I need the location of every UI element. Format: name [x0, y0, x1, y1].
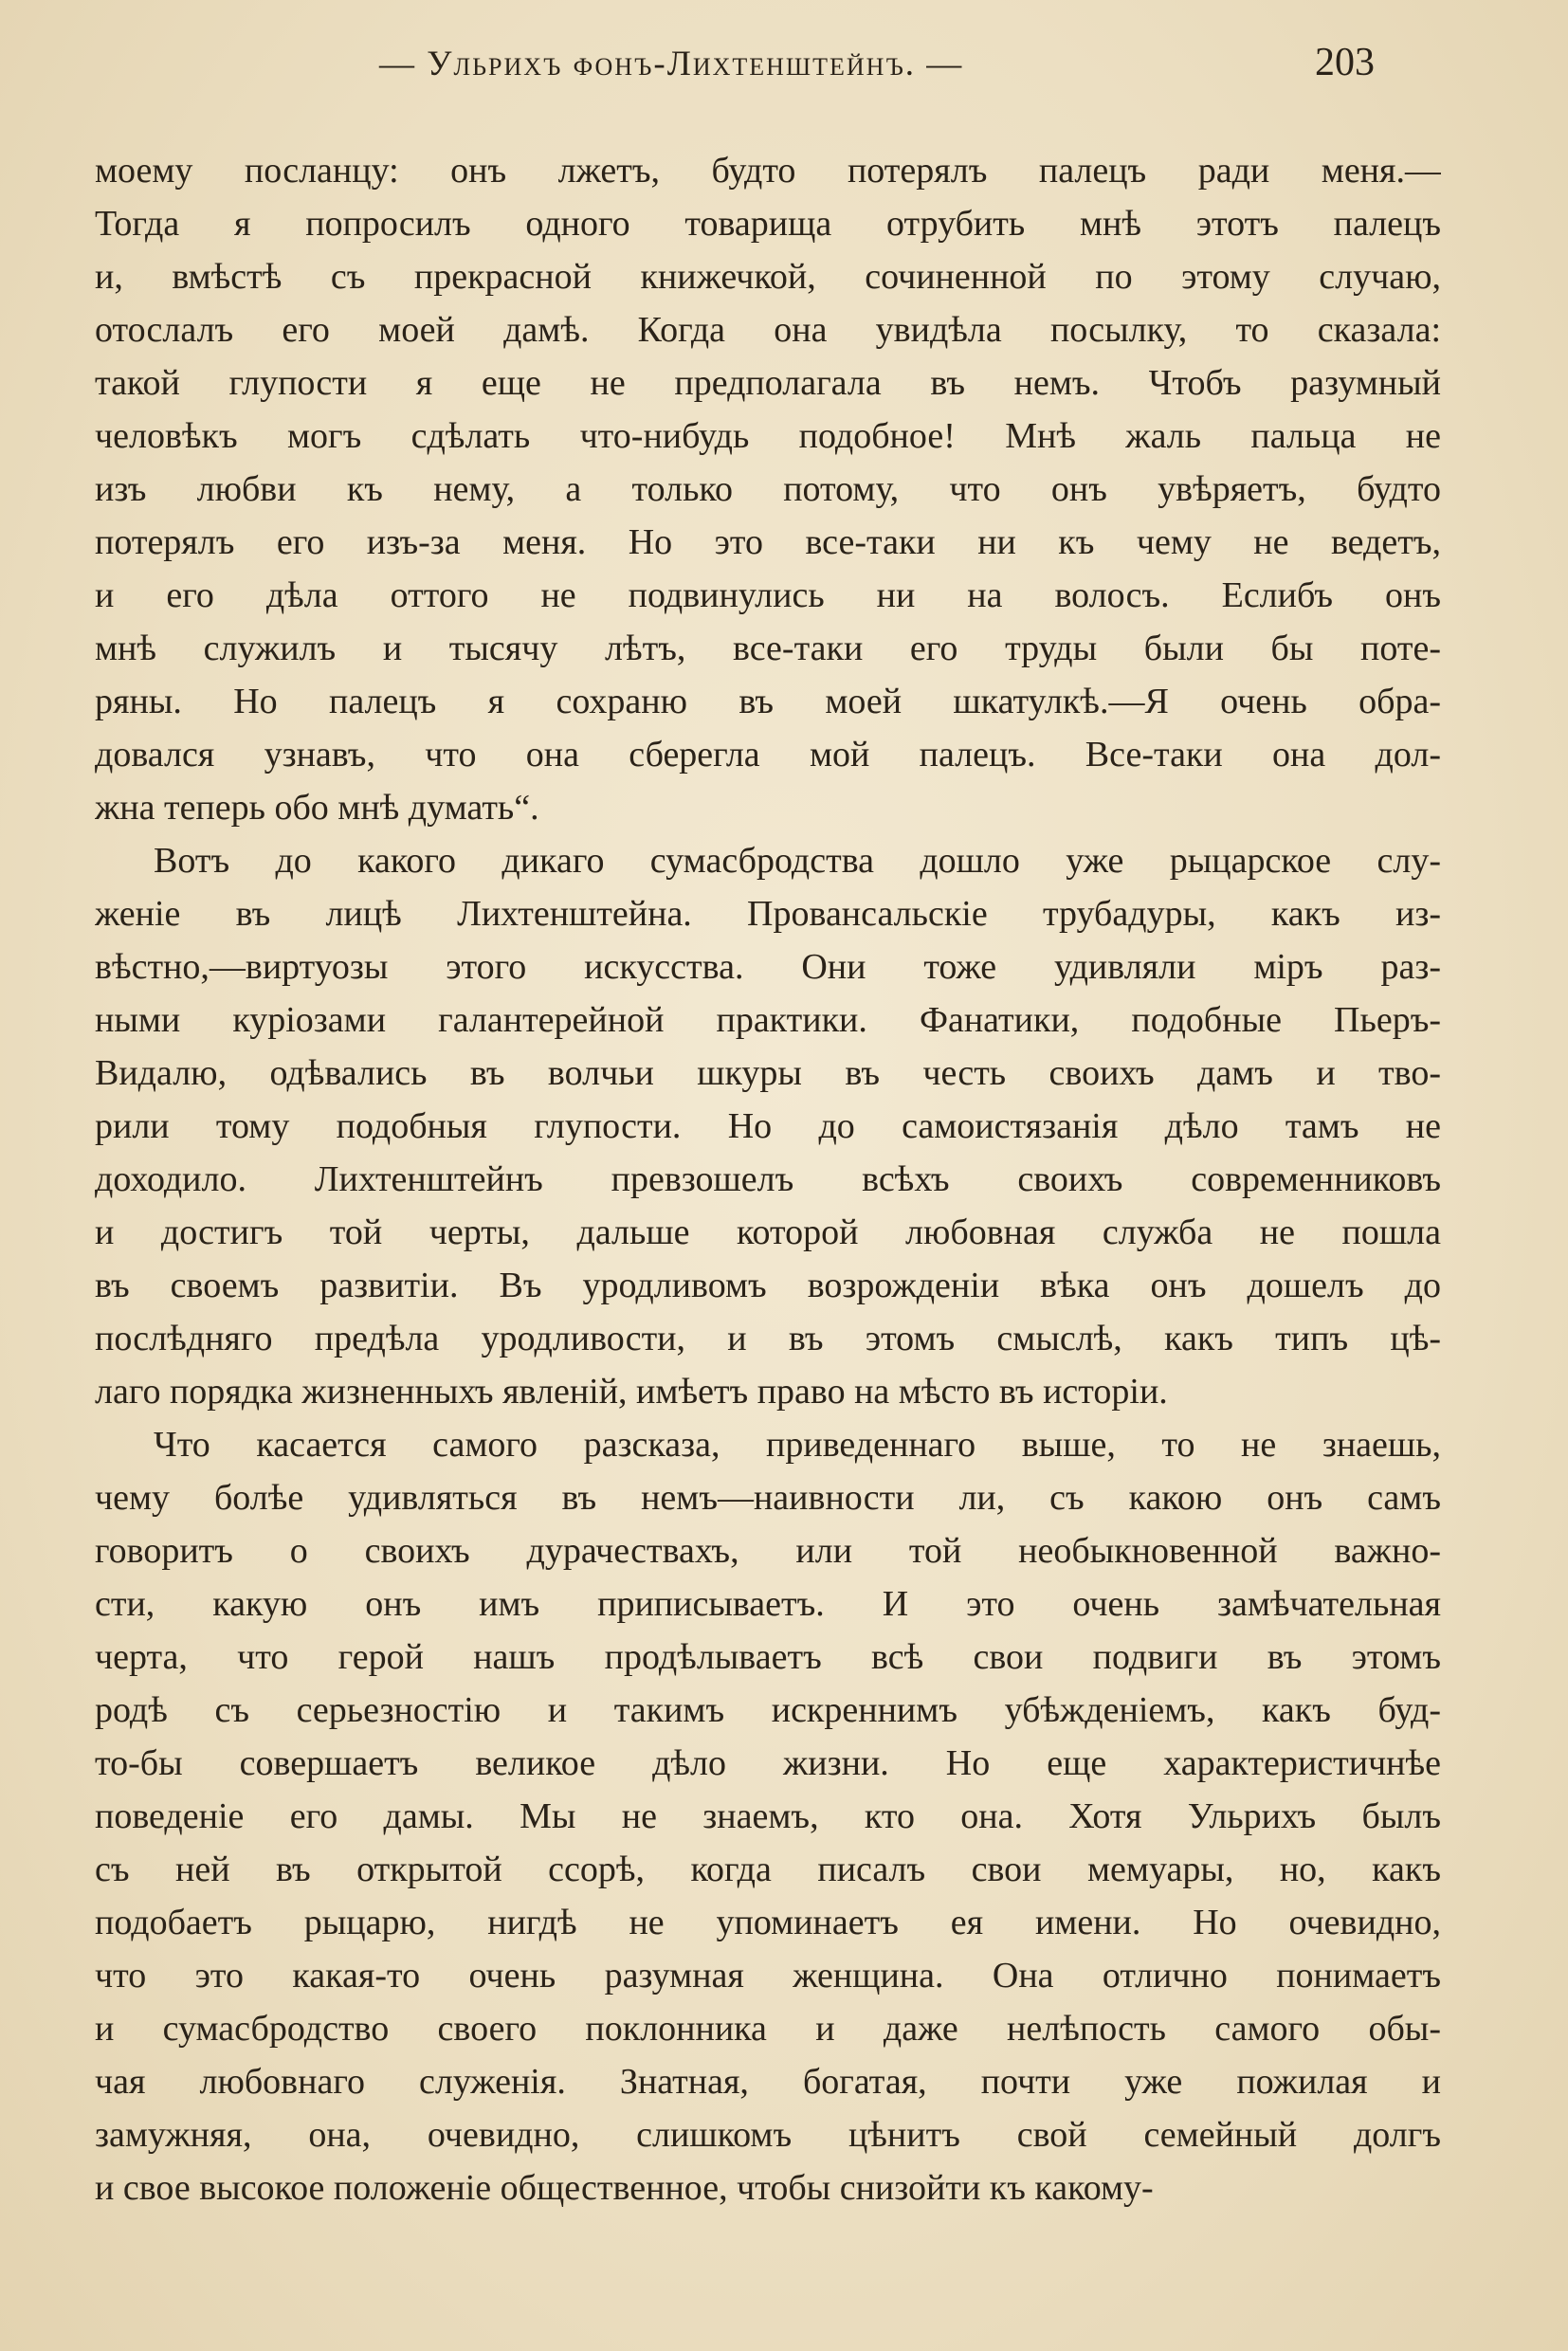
text-line: что это какая-то очень разумная женщина. Она отлично понимаетъ	[95, 1956, 1441, 1996]
text-line: говоритъ о своихъ дурачествахъ, или той необыкновенной важно-	[95, 1531, 1441, 1571]
text-line: такой глупости я еще не предполагала въ немъ. Чтобъ разумный	[95, 363, 1441, 403]
text-line: и его дѣла оттого не подвинулись ни на волосъ. Еслибъ онъ	[95, 575, 1441, 615]
text-line: и сумасбродство своего поклонника и даже нелѣпость самого обы-	[95, 2009, 1441, 2049]
text-line: довался узнавъ, что она сберегла мой палецъ. Все-таки она дол-	[95, 735, 1441, 775]
running-head: — Ульрихъ фонъ-Лихтенштейнъ. —	[379, 45, 964, 83]
text-line: и достигъ той черты, дальше которой любовная служба не пошла	[95, 1212, 1441, 1252]
text-line: женіе въ лицѣ Лихтенштейна. Провансальскіе трубадуры, какъ из-	[95, 894, 1441, 934]
text-line: родѣ съ серьезностію и такимъ искреннимъ убѣжденіемъ, какъ буд-	[95, 1690, 1441, 1730]
text-line: съ ней въ открытой ссорѣ, когда писалъ свои мемуары, но, какъ	[95, 1850, 1441, 1889]
text-line: подобаетъ рыцарю, нигдѣ не упоминаетъ ея имени. Но очевидно,	[95, 1903, 1441, 1942]
text-line: Тогда я попросилъ одного товарища отрубить мнѣ этотъ палецъ	[95, 204, 1441, 244]
text-line: Вотъ до какого дикаго сумасбродства дошло уже рыцарское слу-	[154, 841, 1441, 881]
body-text	[95, 144, 1441, 2214]
text-line: послѣдняго предѣла уродливости, и въ этомъ смыслѣ, какъ типъ цѣ-	[95, 1319, 1441, 1358]
text-line: вѣстно,—виртуозы этого искусства. Они тоже удивляли міръ раз-	[95, 947, 1441, 987]
text-line: поведеніе его дамы. Мы не знаемъ, кто она. Хотя Ульрихъ былъ	[95, 1796, 1441, 1836]
text-line: чая любовнаго служенія. Знатная, богатая, почти уже пожилая и	[95, 2062, 1441, 2102]
paragraph	[95, 1418, 1441, 2214]
text-line: потерялъ его изъ-за меня. Но это все-таки ни къ чему не ведетъ,	[95, 522, 1441, 562]
page-number: 203	[1315, 41, 1375, 84]
text-line: моему посланцу: онъ лжетъ, будто потерялъ палецъ ради меня.—	[95, 151, 1441, 191]
text-line: лаго порядка жизненныхъ явленій, имѣетъ право на мѣсто въ исторіи.	[95, 1372, 1168, 1412]
text-line: то-бы совершаетъ великое дѣло жизни. Но еще характеристичнѣе	[95, 1743, 1441, 1783]
text-line: человѣкъ могъ сдѣлать что-нибудь подобное! Мнѣ жаль пальца не	[95, 416, 1441, 456]
text-line: отослалъ его моей дамѣ. Когда она увидѣла посылку, то сказала:	[95, 310, 1441, 350]
text-line: сти, какую онъ имъ приписываетъ. И это очень замѣчательная	[95, 1584, 1441, 1624]
text-line: Что касается самого разсказа, приведеннаго выше, то не знаешь,	[154, 1425, 1441, 1465]
text-line: жна теперь обо мнѣ думать“.	[95, 788, 539, 828]
text-line: Видалю, одѣвались въ волчьи шкуры въ честь своихъ дамъ и тво-	[95, 1053, 1441, 1093]
text-line: чему болѣе удивляться въ немъ—наивности ли, съ какою онъ самъ	[95, 1478, 1441, 1518]
text-line: и свое высокое положеніе общественное, чтобы снизойти къ какому-	[95, 2168, 1154, 2208]
text-line: и, вмѣстѣ съ прекрасной книжечкой, сочиненной по этому случаю,	[95, 257, 1441, 297]
text-line: ряны. Но палецъ я сохраню въ моей шкатулкѣ.—Я очень обра-	[95, 682, 1441, 721]
text-line: замужняя, она, очевидно, слишкомъ цѣнитъ свой семейный долгъ	[95, 2115, 1441, 2155]
paragraph	[95, 834, 1441, 1418]
text-line: ными куріозами галантерейной практики. Фанатики, подобные Пьеръ-	[95, 1000, 1441, 1040]
paragraph	[95, 144, 1441, 834]
text-line: черта, что герой нашъ продѣлываетъ всѣ свои подвиги въ этомъ	[95, 1637, 1441, 1677]
text-line: доходило. Лихтенштейнъ превзошелъ всѣхъ своихъ современниковъ	[95, 1159, 1441, 1199]
text-line: изъ любви къ нему, а только потому, что онъ увѣряетъ, будто	[95, 469, 1441, 509]
text-line: рили тому подобныя глупости. Но до самоистязанія дѣло тамъ не	[95, 1106, 1441, 1146]
text-line: мнѣ служилъ и тысячу лѣтъ, все-таки его труды были бы поте-	[95, 629, 1441, 668]
page-header	[95, 41, 1441, 91]
text-line: въ своемъ развитіи. Въ уродливомъ возрожденіи вѣка онъ дошелъ до	[95, 1266, 1441, 1305]
